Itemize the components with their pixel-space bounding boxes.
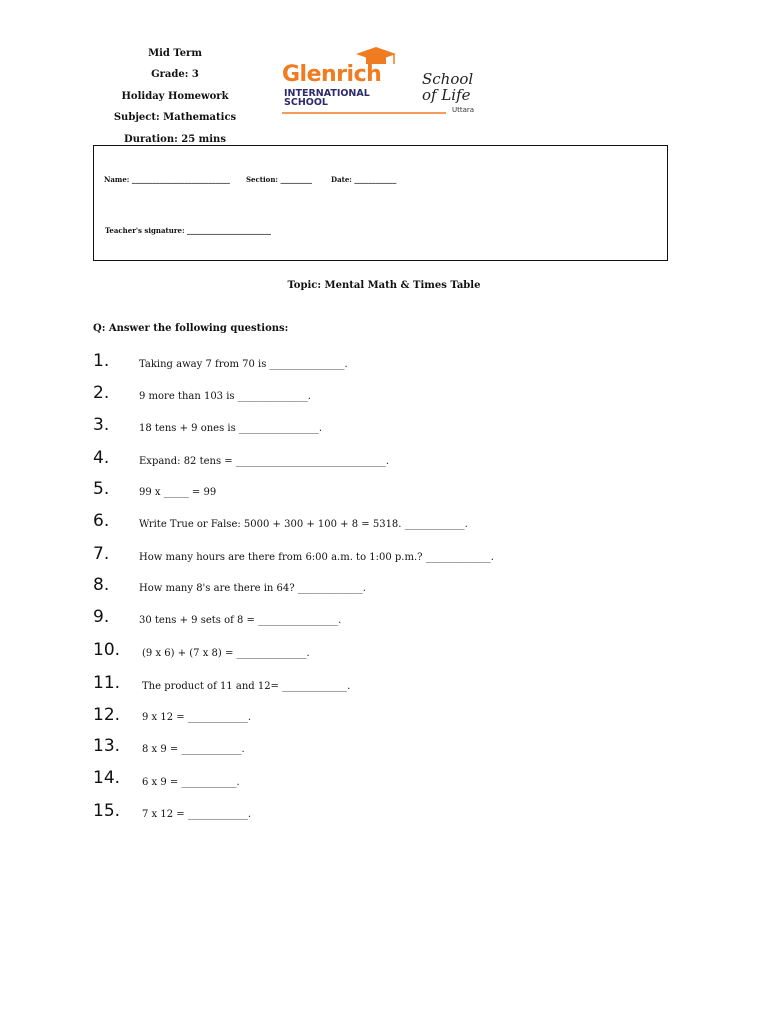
logo-tagline1: School bbox=[422, 70, 474, 88]
question-text: 6 x 9 = ___________. bbox=[142, 777, 240, 788]
question-number: 14. bbox=[93, 768, 121, 788]
question-number: 13. bbox=[93, 736, 121, 756]
question-text: 99 x _____ = 99 bbox=[139, 487, 217, 498]
question-number: 6. bbox=[93, 511, 110, 531]
question-number: 12. bbox=[93, 705, 121, 725]
question-text: Taking away 7 from 70 is _______________. bbox=[139, 359, 348, 370]
question-number: 15. bbox=[93, 801, 121, 821]
date-field[interactable]: Date: ____________ bbox=[331, 175, 397, 184]
question-text: (9 x 6) + (7 x 8) = ______________. bbox=[142, 648, 310, 659]
logo-tagline2: of Life bbox=[422, 86, 471, 104]
header-subject: Subject: Mathematics bbox=[113, 112, 237, 123]
question-number: 9. bbox=[93, 607, 110, 627]
school-logo bbox=[282, 44, 512, 120]
question-number: 11. bbox=[93, 673, 121, 693]
question-text: How many hours are there from 6:00 a.m. to 1:00 p.m.? _____________. bbox=[139, 552, 494, 563]
question-text: Expand: 82 tens = ______________________________. bbox=[139, 456, 390, 467]
instruction-text: : Answer the following questions: bbox=[101, 323, 289, 334]
question-text: Write True or False: 5000 + 300 + 100 + 8 = 5318. ____________. bbox=[139, 519, 468, 530]
header-duration: Duration: 25 mins bbox=[124, 134, 226, 145]
question-number: 2. bbox=[93, 383, 110, 403]
question-text: 9 more than 103 is ______________. bbox=[139, 391, 311, 402]
header-grade: Grade: 3 bbox=[151, 69, 199, 80]
header-homework: Holiday Homework bbox=[121, 91, 229, 102]
teacher-signature-field[interactable]: Teacher's signature: ________________________ bbox=[105, 226, 272, 235]
instruction bbox=[93, 323, 288, 334]
section-field[interactable]: Section: _________ bbox=[246, 175, 312, 184]
question-text: 9 x 12 = ____________. bbox=[142, 712, 251, 723]
question-text: 18 tens + 9 ones is ________________. bbox=[139, 423, 323, 434]
question-number: 8. bbox=[93, 575, 110, 595]
question-text: 7 x 12 = ____________. bbox=[142, 809, 251, 820]
student-info-box bbox=[93, 145, 668, 261]
question-number: 3. bbox=[93, 415, 110, 435]
logo-location: Uttara bbox=[452, 106, 475, 114]
logo-brand: Glenrich bbox=[282, 62, 382, 87]
instruction-prefix: Q bbox=[93, 323, 102, 334]
topic-title: Topic: Mental Math & Times Table bbox=[287, 280, 481, 291]
question-number: 4. bbox=[93, 448, 110, 468]
question-number: 7. bbox=[93, 544, 110, 564]
logo-line1: INTERNATIONAL bbox=[284, 88, 370, 99]
question-text: How many 8's are there in 64? _____________. bbox=[139, 583, 366, 594]
header-term: Mid Term bbox=[148, 48, 202, 59]
logo-line2: SCHOOL bbox=[284, 97, 328, 108]
question-text: 30 tens + 9 sets of 8 = ________________. bbox=[139, 615, 342, 626]
question-text: 8 x 9 = ____________. bbox=[142, 744, 245, 755]
name-field[interactable]: Name: ____________________________ bbox=[104, 175, 230, 184]
question-text: The product of 11 and 12= _____________. bbox=[142, 681, 351, 692]
question-number: 1. bbox=[93, 351, 110, 371]
question-number: 10. bbox=[93, 640, 121, 660]
question-number: 5. bbox=[93, 479, 110, 499]
